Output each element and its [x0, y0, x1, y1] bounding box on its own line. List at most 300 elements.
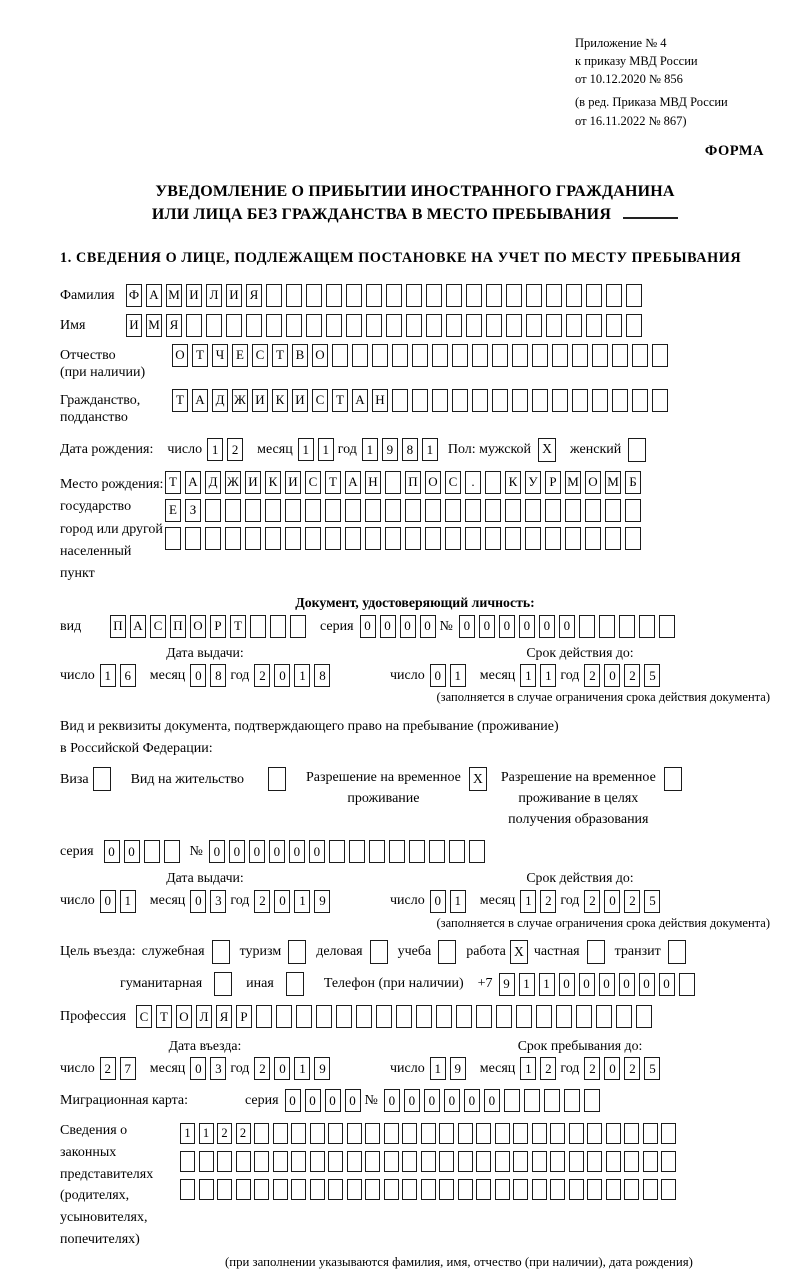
char-cell[interactable]: [587, 1151, 602, 1172]
char-cell[interactable]: 0: [274, 1057, 290, 1080]
char-cell[interactable]: И: [245, 471, 261, 494]
char-cell[interactable]: [652, 389, 668, 412]
char-cell[interactable]: Я: [216, 1005, 232, 1028]
char-cell[interactable]: [569, 1179, 584, 1200]
char-cell[interactable]: [365, 499, 381, 522]
char-cell[interactable]: [291, 1179, 306, 1200]
char-cell[interactable]: [296, 1005, 312, 1028]
char-cell[interactable]: С: [150, 615, 166, 638]
char-cell[interactable]: [445, 499, 461, 522]
char-cell[interactable]: [180, 1179, 195, 1200]
sex-female-checkbox[interactable]: [628, 438, 646, 462]
char-cell[interactable]: Ф: [126, 284, 142, 307]
char-cell[interactable]: 0: [190, 1057, 206, 1080]
char-cell[interactable]: [546, 284, 562, 307]
char-cell[interactable]: [402, 1123, 417, 1144]
char-cell[interactable]: 2: [254, 890, 270, 913]
char-cell[interactable]: [250, 615, 266, 638]
char-cell[interactable]: 0: [269, 840, 285, 863]
char-cell[interactable]: [556, 1005, 572, 1028]
char-cell[interactable]: [412, 389, 428, 412]
char-cell[interactable]: [290, 615, 306, 638]
char-cell[interactable]: 1: [520, 890, 536, 913]
char-cell[interactable]: 1: [100, 664, 116, 687]
char-cell[interactable]: [605, 499, 621, 522]
char-cell[interactable]: [436, 1005, 452, 1028]
char-cell[interactable]: [276, 1005, 292, 1028]
char-cell[interactable]: [365, 1123, 380, 1144]
char-cell[interactable]: [550, 1123, 565, 1144]
char-cell[interactable]: [225, 499, 241, 522]
char-cell[interactable]: [366, 284, 382, 307]
char-cell[interactable]: 2: [254, 664, 270, 687]
char-cell[interactable]: В: [292, 344, 308, 367]
char-cell[interactable]: С: [312, 389, 328, 412]
char-cell[interactable]: [402, 1179, 417, 1200]
char-cell[interactable]: .: [465, 471, 481, 494]
char-cell[interactable]: [512, 344, 528, 367]
char-cell[interactable]: П: [405, 471, 421, 494]
char-cell[interactable]: [347, 1179, 362, 1200]
char-cell[interactable]: [439, 1179, 454, 1200]
char-cell[interactable]: [466, 284, 482, 307]
char-cell[interactable]: 1: [540, 664, 556, 687]
char-cell[interactable]: [285, 499, 301, 522]
char-cell[interactable]: [405, 499, 421, 522]
char-cell[interactable]: [402, 1151, 417, 1172]
char-cell[interactable]: 0: [360, 615, 376, 638]
char-cell[interactable]: Я: [246, 284, 262, 307]
char-cell[interactable]: Ч: [212, 344, 228, 367]
char-cell[interactable]: 0: [604, 664, 620, 687]
char-cell[interactable]: [180, 1151, 195, 1172]
purpose-tourism-checkbox[interactable]: [288, 940, 306, 964]
char-cell[interactable]: 3: [210, 890, 226, 913]
char-cell[interactable]: К: [265, 471, 281, 494]
char-cell[interactable]: [266, 284, 282, 307]
char-cell[interactable]: [532, 1179, 547, 1200]
char-cell[interactable]: 0: [400, 615, 416, 638]
char-cell[interactable]: 2: [227, 438, 243, 461]
char-cell[interactable]: Д: [205, 471, 221, 494]
char-cell[interactable]: [550, 1151, 565, 1172]
char-cell[interactable]: 1: [199, 1123, 214, 1144]
char-cell[interactable]: [352, 344, 368, 367]
char-cell[interactable]: [516, 1005, 532, 1028]
char-cell[interactable]: О: [190, 615, 206, 638]
char-cell[interactable]: [332, 344, 348, 367]
char-cell[interactable]: [643, 1151, 658, 1172]
char-cell[interactable]: 0: [604, 890, 620, 913]
char-cell[interactable]: [513, 1151, 528, 1172]
char-cell[interactable]: [476, 1123, 491, 1144]
char-cell[interactable]: [465, 527, 481, 550]
char-cell[interactable]: С: [305, 471, 321, 494]
char-cell[interactable]: 0: [100, 890, 116, 913]
char-cell[interactable]: 0: [380, 615, 396, 638]
char-cell[interactable]: [429, 840, 445, 863]
char-cell[interactable]: [217, 1151, 232, 1172]
char-cell[interactable]: М: [146, 314, 162, 337]
char-cell[interactable]: О: [312, 344, 328, 367]
char-cell[interactable]: С: [136, 1005, 152, 1028]
temp-residence-edu-checkbox[interactable]: [664, 767, 682, 791]
char-cell[interactable]: [245, 499, 261, 522]
char-cell[interactable]: [386, 314, 402, 337]
char-cell[interactable]: [432, 389, 448, 412]
char-cell[interactable]: [546, 314, 562, 337]
char-cell[interactable]: 0: [539, 615, 555, 638]
char-cell[interactable]: [659, 615, 675, 638]
char-cell[interactable]: И: [226, 284, 242, 307]
char-cell[interactable]: [236, 1179, 251, 1200]
char-cell[interactable]: [405, 527, 421, 550]
char-cell[interactable]: 9: [314, 890, 330, 913]
char-cell[interactable]: 1: [180, 1123, 195, 1144]
char-cell[interactable]: 1: [362, 438, 378, 461]
char-cell[interactable]: 0: [104, 840, 120, 863]
char-cell[interactable]: [643, 1179, 658, 1200]
char-cell[interactable]: И: [186, 284, 202, 307]
char-cell[interactable]: 3: [210, 1057, 226, 1080]
char-cell[interactable]: 0: [579, 973, 595, 996]
char-cell[interactable]: [496, 1005, 512, 1028]
char-cell[interactable]: [316, 1005, 332, 1028]
char-cell[interactable]: 0: [325, 1089, 341, 1112]
char-cell[interactable]: [325, 527, 341, 550]
purpose-other-checkbox[interactable]: [286, 972, 304, 996]
char-cell[interactable]: [472, 389, 488, 412]
char-cell[interactable]: [389, 840, 405, 863]
char-cell[interactable]: [606, 1123, 621, 1144]
char-cell[interactable]: 0: [444, 1089, 460, 1112]
char-cell[interactable]: 1: [207, 438, 223, 461]
char-cell[interactable]: 0: [249, 840, 265, 863]
char-cell[interactable]: [385, 499, 401, 522]
char-cell[interactable]: [586, 314, 602, 337]
char-cell[interactable]: [486, 314, 502, 337]
char-cell[interactable]: [165, 527, 181, 550]
char-cell[interactable]: [566, 284, 582, 307]
char-cell[interactable]: 0: [430, 890, 446, 913]
char-cell[interactable]: [624, 1123, 639, 1144]
char-cell[interactable]: 0: [345, 1089, 361, 1112]
char-cell[interactable]: [199, 1151, 214, 1172]
purpose-study-checkbox[interactable]: [438, 940, 456, 964]
char-cell[interactable]: [206, 314, 222, 337]
char-cell[interactable]: 0: [599, 973, 615, 996]
char-cell[interactable]: [679, 973, 695, 996]
char-cell[interactable]: [545, 499, 561, 522]
char-cell[interactable]: [472, 344, 488, 367]
char-cell[interactable]: [485, 499, 501, 522]
char-cell[interactable]: 1: [294, 890, 310, 913]
char-cell[interactable]: [385, 471, 401, 494]
char-cell[interactable]: [386, 284, 402, 307]
char-cell[interactable]: [458, 1151, 473, 1172]
char-cell[interactable]: 1: [450, 664, 466, 687]
char-cell[interactable]: [347, 1123, 362, 1144]
char-cell[interactable]: 0: [639, 973, 655, 996]
char-cell[interactable]: [495, 1123, 510, 1144]
purpose-private-checkbox[interactable]: [587, 940, 605, 964]
char-cell[interactable]: [285, 527, 301, 550]
char-cell[interactable]: О: [176, 1005, 192, 1028]
char-cell[interactable]: 9: [382, 438, 398, 461]
char-cell[interactable]: [495, 1151, 510, 1172]
char-cell[interactable]: [291, 1123, 306, 1144]
char-cell[interactable]: [661, 1123, 676, 1144]
char-cell[interactable]: [466, 314, 482, 337]
char-cell[interactable]: [273, 1123, 288, 1144]
char-cell[interactable]: [328, 1179, 343, 1200]
char-cell[interactable]: [286, 284, 302, 307]
char-cell[interactable]: [504, 1089, 520, 1112]
char-cell[interactable]: 0: [424, 1089, 440, 1112]
temp-residence-option[interactable]: [306, 767, 487, 809]
char-cell[interactable]: [254, 1151, 269, 1172]
char-cell[interactable]: Т: [325, 471, 341, 494]
char-cell[interactable]: 1: [520, 664, 536, 687]
char-cell[interactable]: [396, 1005, 412, 1028]
char-cell[interactable]: [566, 314, 582, 337]
char-cell[interactable]: [586, 284, 602, 307]
char-cell[interactable]: [310, 1151, 325, 1172]
char-cell[interactable]: Р: [545, 471, 561, 494]
char-cell[interactable]: [409, 840, 425, 863]
char-cell[interactable]: [606, 1179, 621, 1200]
char-cell[interactable]: 2: [217, 1123, 232, 1144]
char-cell[interactable]: Т: [165, 471, 181, 494]
char-cell[interactable]: И: [252, 389, 268, 412]
char-cell[interactable]: [458, 1123, 473, 1144]
char-cell[interactable]: [585, 527, 601, 550]
char-cell[interactable]: [458, 1179, 473, 1200]
char-cell[interactable]: 2: [584, 664, 600, 687]
char-cell[interactable]: 0: [309, 840, 325, 863]
char-cell[interactable]: [532, 389, 548, 412]
char-cell[interactable]: [513, 1123, 528, 1144]
char-cell[interactable]: [625, 499, 641, 522]
char-cell[interactable]: [336, 1005, 352, 1028]
char-cell[interactable]: [385, 527, 401, 550]
char-cell[interactable]: 1: [539, 973, 555, 996]
char-cell[interactable]: [266, 314, 282, 337]
char-cell[interactable]: 6: [120, 664, 136, 687]
char-cell[interactable]: [486, 284, 502, 307]
char-cell[interactable]: [587, 1123, 602, 1144]
char-cell[interactable]: А: [146, 284, 162, 307]
char-cell[interactable]: [346, 314, 362, 337]
char-cell[interactable]: [329, 840, 345, 863]
char-cell[interactable]: 5: [644, 664, 660, 687]
char-cell[interactable]: И: [292, 389, 308, 412]
char-cell[interactable]: [596, 1005, 612, 1028]
char-cell[interactable]: [185, 527, 201, 550]
char-cell[interactable]: [606, 1151, 621, 1172]
char-cell[interactable]: [476, 1179, 491, 1200]
char-cell[interactable]: [525, 527, 541, 550]
char-cell[interactable]: [245, 527, 261, 550]
char-cell[interactable]: [526, 314, 542, 337]
char-cell[interactable]: 5: [644, 890, 660, 913]
char-cell[interactable]: [345, 527, 361, 550]
char-cell[interactable]: Ж: [232, 389, 248, 412]
char-cell[interactable]: [564, 1089, 580, 1112]
char-cell[interactable]: [432, 344, 448, 367]
char-cell[interactable]: [452, 389, 468, 412]
char-cell[interactable]: К: [505, 471, 521, 494]
char-cell[interactable]: [425, 527, 441, 550]
char-cell[interactable]: Т: [332, 389, 348, 412]
residence-permit-checkbox[interactable]: [268, 767, 286, 791]
char-cell[interactable]: Д: [212, 389, 228, 412]
char-cell[interactable]: [445, 527, 461, 550]
char-cell[interactable]: 9: [450, 1057, 466, 1080]
char-cell[interactable]: [384, 1151, 399, 1172]
char-cell[interactable]: [426, 284, 442, 307]
char-cell[interactable]: 0: [124, 840, 140, 863]
char-cell[interactable]: [456, 1005, 472, 1028]
char-cell[interactable]: [544, 1089, 560, 1112]
char-cell[interactable]: [384, 1123, 399, 1144]
char-cell[interactable]: 9: [499, 973, 515, 996]
char-cell[interactable]: 0: [384, 1089, 400, 1112]
sex-male-checkbox[interactable]: X: [538, 438, 556, 462]
char-cell[interactable]: 0: [619, 973, 635, 996]
char-cell[interactable]: 1: [294, 664, 310, 687]
char-cell[interactable]: [256, 1005, 272, 1028]
char-cell[interactable]: [639, 615, 655, 638]
char-cell[interactable]: [606, 314, 622, 337]
char-cell[interactable]: 0: [479, 615, 495, 638]
char-cell[interactable]: [446, 314, 462, 337]
char-cell[interactable]: [412, 344, 428, 367]
char-cell[interactable]: Е: [165, 499, 181, 522]
char-cell[interactable]: [576, 1005, 592, 1028]
char-cell[interactable]: 2: [254, 1057, 270, 1080]
char-cell[interactable]: [545, 527, 561, 550]
char-cell[interactable]: 8: [402, 438, 418, 461]
char-cell[interactable]: 0: [274, 664, 290, 687]
temp-residence-checkbox[interactable]: X: [469, 767, 487, 791]
char-cell[interactable]: 0: [559, 973, 575, 996]
char-cell[interactable]: 1: [450, 890, 466, 913]
char-cell[interactable]: 0: [229, 840, 245, 863]
char-cell[interactable]: [624, 1179, 639, 1200]
char-cell[interactable]: [144, 840, 160, 863]
char-cell[interactable]: 5: [644, 1057, 660, 1080]
char-cell[interactable]: [347, 1151, 362, 1172]
char-cell[interactable]: [524, 1089, 540, 1112]
char-cell[interactable]: 9: [314, 1057, 330, 1080]
char-cell[interactable]: М: [565, 471, 581, 494]
char-cell[interactable]: Т: [230, 615, 246, 638]
char-cell[interactable]: [605, 527, 621, 550]
char-cell[interactable]: А: [192, 389, 208, 412]
char-cell[interactable]: [612, 344, 628, 367]
char-cell[interactable]: Б: [625, 471, 641, 494]
char-cell[interactable]: О: [585, 471, 601, 494]
char-cell[interactable]: 0: [420, 615, 436, 638]
char-cell[interactable]: М: [166, 284, 182, 307]
char-cell[interactable]: 1: [298, 438, 314, 461]
char-cell[interactable]: [286, 314, 302, 337]
char-cell[interactable]: [326, 314, 342, 337]
char-cell[interactable]: [273, 1179, 288, 1200]
char-cell[interactable]: А: [130, 615, 146, 638]
char-cell[interactable]: 2: [624, 1057, 640, 1080]
char-cell[interactable]: 0: [190, 664, 206, 687]
char-cell[interactable]: 1: [120, 890, 136, 913]
char-cell[interactable]: [492, 344, 508, 367]
char-cell[interactable]: Т: [192, 344, 208, 367]
char-cell[interactable]: [632, 389, 648, 412]
char-cell[interactable]: [532, 1151, 547, 1172]
char-cell[interactable]: [579, 615, 595, 638]
char-cell[interactable]: [199, 1179, 214, 1200]
char-cell[interactable]: [476, 1005, 492, 1028]
visa-checkbox[interactable]: [93, 767, 111, 791]
char-cell[interactable]: Ж: [225, 471, 241, 494]
char-cell[interactable]: Н: [365, 471, 381, 494]
char-cell[interactable]: [592, 389, 608, 412]
char-cell[interactable]: [506, 314, 522, 337]
char-cell[interactable]: 0: [209, 840, 225, 863]
char-cell[interactable]: [365, 1151, 380, 1172]
char-cell[interactable]: С: [252, 344, 268, 367]
char-cell[interactable]: [661, 1179, 676, 1200]
char-cell[interactable]: 0: [190, 890, 206, 913]
char-cell[interactable]: [365, 527, 381, 550]
char-cell[interactable]: 2: [584, 1057, 600, 1080]
char-cell[interactable]: [426, 314, 442, 337]
char-cell[interactable]: Я: [166, 314, 182, 337]
char-cell[interactable]: 0: [289, 840, 305, 863]
char-cell[interactable]: Е: [232, 344, 248, 367]
char-cell[interactable]: О: [425, 471, 441, 494]
char-cell[interactable]: [425, 499, 441, 522]
char-cell[interactable]: [584, 1089, 600, 1112]
char-cell[interactable]: [526, 284, 542, 307]
char-cell[interactable]: [392, 344, 408, 367]
char-cell[interactable]: П: [170, 615, 186, 638]
char-cell[interactable]: [226, 314, 242, 337]
char-cell[interactable]: [365, 1179, 380, 1200]
char-cell[interactable]: [366, 314, 382, 337]
char-cell[interactable]: [599, 615, 615, 638]
char-cell[interactable]: [392, 389, 408, 412]
char-cell[interactable]: [552, 344, 568, 367]
char-cell[interactable]: 0: [274, 890, 290, 913]
char-cell[interactable]: [569, 1151, 584, 1172]
char-cell[interactable]: [585, 499, 601, 522]
char-cell[interactable]: 0: [430, 664, 446, 687]
char-cell[interactable]: А: [345, 471, 361, 494]
char-cell[interactable]: [636, 1005, 652, 1028]
char-cell[interactable]: [536, 1005, 552, 1028]
char-cell[interactable]: [469, 840, 485, 863]
char-cell[interactable]: 0: [305, 1089, 321, 1112]
purpose-official-checkbox[interactable]: [212, 940, 230, 964]
char-cell[interactable]: Р: [236, 1005, 252, 1028]
char-cell[interactable]: [356, 1005, 372, 1028]
char-cell[interactable]: 1: [422, 438, 438, 461]
char-cell[interactable]: [624, 1151, 639, 1172]
char-cell[interactable]: М: [605, 471, 621, 494]
char-cell[interactable]: [406, 284, 422, 307]
char-cell[interactable]: 0: [464, 1089, 480, 1112]
